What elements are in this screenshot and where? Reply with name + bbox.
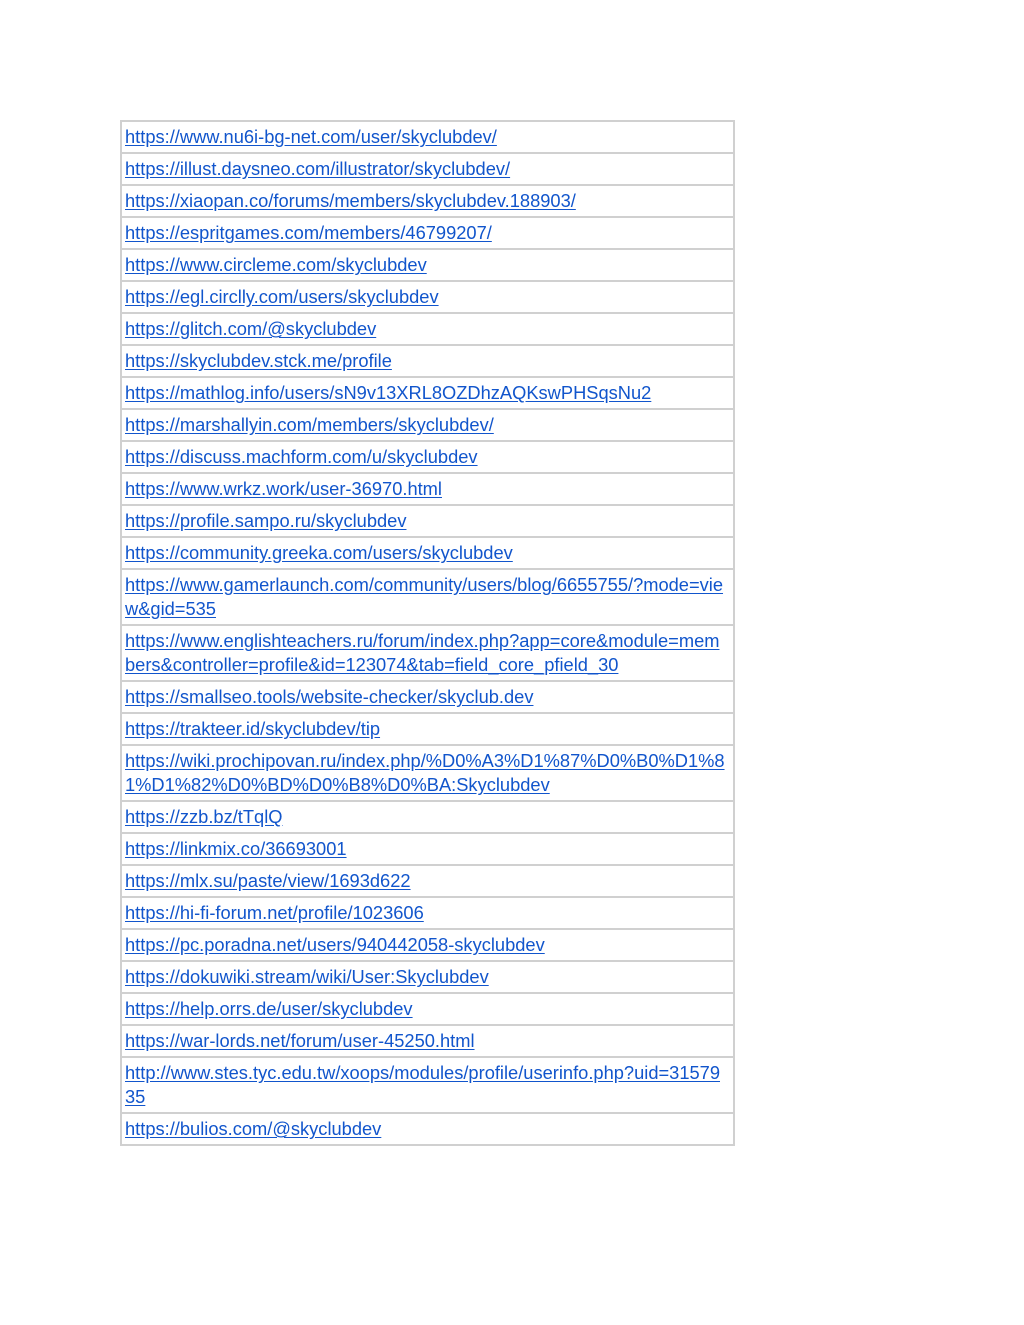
link-hi-fi-forum[interactable]: https://hi-fi-forum.net/profile/1023606 bbox=[125, 902, 424, 923]
table-row bbox=[121, 833, 734, 865]
table-row bbox=[121, 185, 734, 217]
table-cell bbox=[121, 833, 734, 865]
table-row bbox=[121, 569, 734, 625]
table-cell bbox=[121, 1057, 734, 1113]
table-row bbox=[121, 897, 734, 929]
table-row bbox=[121, 993, 734, 1025]
table-cell bbox=[121, 473, 734, 505]
table-row bbox=[121, 929, 734, 961]
link-greeka[interactable]: https://community.greeka.com/users/skyclubdev bbox=[125, 542, 513, 563]
table-row bbox=[121, 121, 734, 153]
link-zzb[interactable]: https://zzb.bz/tTqlQ bbox=[125, 806, 283, 827]
link-smallseo[interactable]: https://smallseo.tools/website-checker/skyclub.dev bbox=[125, 686, 534, 707]
table-cell bbox=[121, 505, 734, 537]
link-gamerlaunch[interactable]: https://www.gamerlaunch.com/community/users/blog/6655755/?mode=view&gid=535 bbox=[125, 574, 724, 619]
link-war-lords[interactable]: https://war-lords.net/forum/user-45250.html bbox=[125, 1030, 475, 1051]
link-poradna[interactable]: https://pc.poradna.net/users/940442058-skyclubdev bbox=[125, 934, 545, 955]
link-daysneo[interactable]: https://illust.daysneo.com/illustrator/skyclubdev/ bbox=[125, 158, 511, 179]
link-bulios[interactable]: https://bulios.com/@skyclubdev bbox=[125, 1118, 382, 1139]
table-row bbox=[121, 377, 734, 409]
table-cell bbox=[121, 153, 734, 185]
link-englishteachers[interactable]: https://www.englishteachers.ru/forum/index.php?app=core&module=members&controller=profile&id=123074&tab=field_core_pfield_30 bbox=[125, 630, 720, 675]
table-cell bbox=[121, 961, 734, 993]
table-cell bbox=[121, 441, 734, 473]
table-row bbox=[121, 1057, 734, 1113]
table-cell bbox=[121, 801, 734, 833]
table-row bbox=[121, 505, 734, 537]
link-stes-tyc[interactable]: http://www.stes.tyc.edu.tw/xoops/modules/profile/userinfo.php?uid=3157935 bbox=[125, 1062, 720, 1107]
table-cell bbox=[121, 713, 734, 745]
table-row bbox=[121, 1113, 734, 1145]
link-circleme[interactable]: https://www.circleme.com/skyclubdev bbox=[125, 254, 427, 275]
table-cell bbox=[121, 865, 734, 897]
table-cell bbox=[121, 121, 734, 153]
table-row bbox=[121, 745, 734, 801]
link-linkmix[interactable]: https://linkmix.co/36693001 bbox=[125, 838, 347, 859]
links-table bbox=[120, 120, 735, 1146]
table-row bbox=[121, 537, 734, 569]
table-row bbox=[121, 345, 734, 377]
link-espritgames[interactable]: https://espritgames.com/members/46799207/ bbox=[125, 222, 492, 243]
table-cell bbox=[121, 185, 734, 217]
table-row bbox=[121, 249, 734, 281]
link-dokuwiki[interactable]: https://dokuwiki.stream/wiki/User:Skyclubdev bbox=[125, 966, 489, 987]
table-row bbox=[121, 961, 734, 993]
link-marshallyin[interactable]: https://marshallyin.com/members/skyclubdev/ bbox=[125, 414, 494, 435]
link-mlx[interactable]: https://mlx.su/paste/view/1693d622 bbox=[125, 870, 411, 891]
table-row bbox=[121, 153, 734, 185]
link-glitch[interactable]: https://glitch.com/@skyclubdev bbox=[125, 318, 377, 339]
table-row bbox=[121, 473, 734, 505]
table-cell bbox=[121, 409, 734, 441]
table-cell bbox=[121, 993, 734, 1025]
table-row bbox=[121, 801, 734, 833]
table-row bbox=[121, 865, 734, 897]
table-row bbox=[121, 217, 734, 249]
table-cell bbox=[121, 929, 734, 961]
link-mathlog[interactable]: https://mathlog.info/users/sN9v13XRL8OZDhzAQKswPHSqsNu2 bbox=[125, 382, 652, 403]
link-nu6i-bg-net[interactable]: https://www.nu6i-bg-net.com/user/skyclubdev/ bbox=[125, 126, 497, 147]
table-cell bbox=[121, 1025, 734, 1057]
link-machform[interactable]: https://discuss.machform.com/u/skyclubdev bbox=[125, 446, 478, 467]
table-cell bbox=[121, 1113, 734, 1145]
table-cell bbox=[121, 569, 734, 625]
table-cell bbox=[121, 313, 734, 345]
link-orrs[interactable]: https://help.orrs.de/user/skyclubdev bbox=[125, 998, 413, 1019]
link-stck[interactable]: https://skyclubdev.stck.me/profile bbox=[125, 350, 392, 371]
table-row bbox=[121, 441, 734, 473]
table-cell bbox=[121, 249, 734, 281]
table-cell bbox=[121, 377, 734, 409]
table-row bbox=[121, 713, 734, 745]
table-cell bbox=[121, 681, 734, 713]
table-cell bbox=[121, 745, 734, 801]
link-xiaopan[interactable]: https://xiaopan.co/forums/members/skyclubdev.188903/ bbox=[125, 190, 576, 211]
link-circlly[interactable]: https://egl.circlly.com/users/skyclubdev bbox=[125, 286, 439, 307]
table-cell bbox=[121, 217, 734, 249]
table-cell bbox=[121, 897, 734, 929]
link-trakteer[interactable]: https://trakteer.id/skyclubdev/tip bbox=[125, 718, 381, 739]
link-wrkz[interactable]: https://www.wrkz.work/user-36970.html bbox=[125, 478, 442, 499]
table-cell bbox=[121, 537, 734, 569]
link-sampo[interactable]: https://profile.sampo.ru/skyclubdev bbox=[125, 510, 407, 531]
table-row bbox=[121, 1025, 734, 1057]
table-cell bbox=[121, 345, 734, 377]
link-prochipovan[interactable]: https://wiki.prochipovan.ru/index.php/%D0%A3%D1%87%D0%B0%D1%81%D1%82%D0%BD%D0%B8%D0%BA:Skyclubdev bbox=[125, 750, 725, 795]
table-cell bbox=[121, 281, 734, 313]
table-row bbox=[121, 681, 734, 713]
table-row bbox=[121, 313, 734, 345]
table-row bbox=[121, 625, 734, 681]
table-cell bbox=[121, 625, 734, 681]
table-row bbox=[121, 409, 734, 441]
table-row bbox=[121, 281, 734, 313]
